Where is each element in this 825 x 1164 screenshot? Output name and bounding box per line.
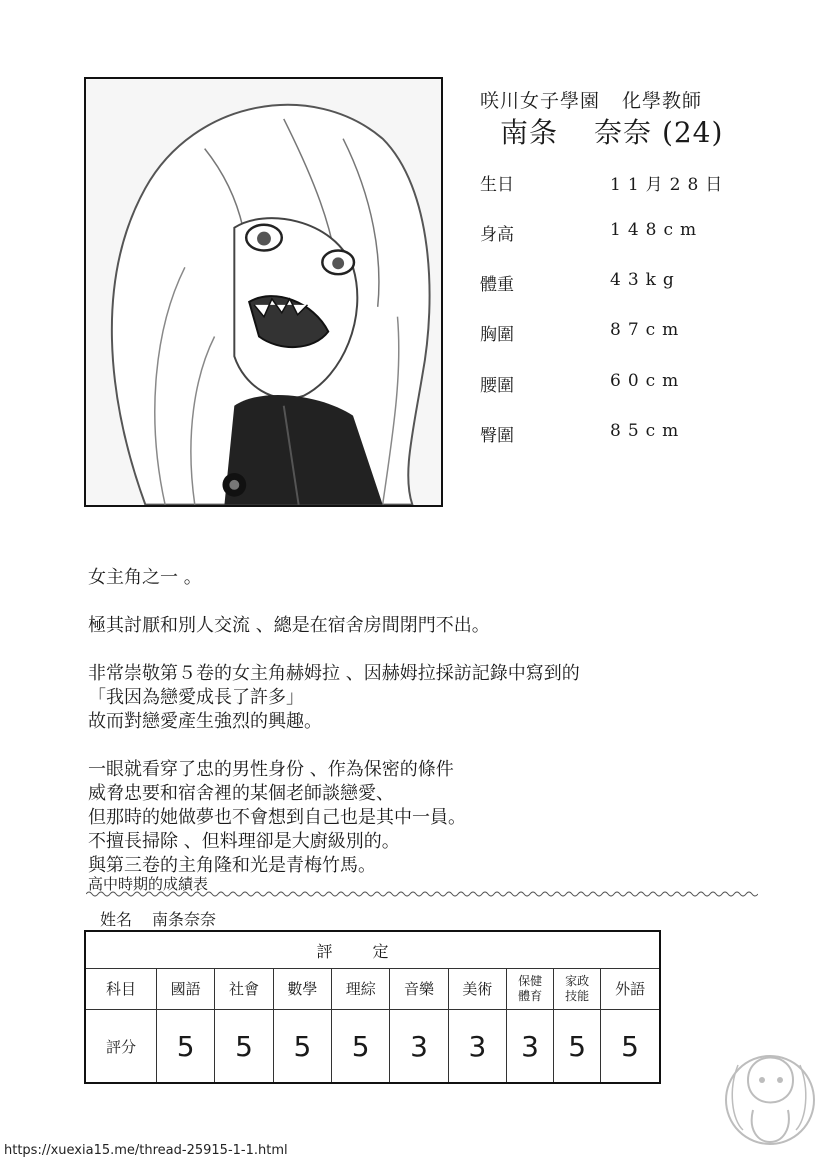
stat-birthday bbox=[480, 170, 730, 195]
subject-cell: 外語 bbox=[601, 969, 660, 1010]
stat-waist bbox=[480, 371, 686, 396]
score-label: 評分 bbox=[85, 1010, 157, 1084]
subject-cell: 數學 bbox=[273, 969, 331, 1010]
stat-value: 43kg bbox=[610, 270, 681, 290]
score-cell: 5 bbox=[215, 1010, 273, 1084]
grades-header-row bbox=[85, 931, 660, 969]
stat-label: 體重 bbox=[480, 275, 514, 295]
wavy-divider bbox=[86, 890, 758, 898]
surname: 南条 bbox=[500, 116, 559, 149]
school-and-role bbox=[480, 86, 702, 113]
score-cell: 5 bbox=[332, 1010, 390, 1084]
name-label: 姓名 bbox=[100, 910, 133, 929]
stat-bust bbox=[480, 320, 686, 345]
subject-cell: 音樂 bbox=[390, 969, 448, 1010]
grades-table bbox=[84, 930, 661, 1084]
subject-cell: 美術 bbox=[448, 969, 506, 1010]
role: 化學教師 bbox=[622, 90, 703, 112]
stat-value: 11月28日 bbox=[610, 175, 730, 195]
stat-label: 身高 bbox=[480, 225, 514, 245]
stat-value: 60cm bbox=[610, 371, 686, 391]
report-card-title: 高中時期的成績表 bbox=[88, 875, 209, 893]
stat-label: 腰圍 bbox=[480, 376, 514, 396]
age: (24) bbox=[661, 116, 724, 149]
given-name: 奈奈 bbox=[594, 116, 653, 149]
school-name: 咲川女子學園 bbox=[480, 90, 601, 112]
subject-cell: 國語 bbox=[157, 969, 215, 1010]
score-cell: 3 bbox=[390, 1010, 448, 1084]
character-name bbox=[500, 111, 723, 151]
score-cell: 3 bbox=[507, 1010, 554, 1084]
subject-cell: 保健 體育 bbox=[507, 969, 554, 1010]
student-name-row bbox=[100, 907, 216, 930]
grades-header: 評定 bbox=[85, 931, 660, 969]
description-paragraph: 女主角之一 。 bbox=[88, 567, 202, 588]
stat-value: 148cm bbox=[610, 220, 704, 240]
scores-row bbox=[85, 1010, 660, 1084]
stat-height bbox=[480, 220, 704, 245]
score-cell: 5 bbox=[273, 1010, 331, 1084]
stat-label: 生日 bbox=[480, 175, 514, 195]
score-cell: 5 bbox=[601, 1010, 660, 1084]
chibi-stamp-icon bbox=[718, 1030, 818, 1158]
stat-value: 85cm bbox=[610, 421, 686, 441]
stat-weight bbox=[480, 270, 681, 295]
source-url[interactable]: https://xuexia15.me/thread-25915-1-1.html bbox=[4, 1143, 288, 1158]
subject-cell: 社會 bbox=[215, 969, 273, 1010]
stat-label: 胸圍 bbox=[480, 325, 514, 345]
student-name: 南条奈奈 bbox=[152, 910, 217, 929]
description-paragraph: 非常崇敬第５卷的女主角赫姆拉 、因赫姆拉採訪記錄中寫到的 「我因為戀愛成長了許多」 故而對戀愛產生強烈的興趣。 bbox=[88, 663, 580, 732]
description-paragraph: 極其討厭和別人交流 、總是在宿舍房間閉門不出。 bbox=[88, 615, 490, 636]
character-description bbox=[88, 566, 748, 902]
score-cell: 5 bbox=[157, 1010, 215, 1084]
subject-label: 科目 bbox=[85, 969, 157, 1010]
subjects-row bbox=[85, 969, 660, 1010]
subject-cell: 理綜 bbox=[332, 969, 390, 1010]
stat-hips bbox=[480, 421, 686, 446]
score-cell: 5 bbox=[554, 1010, 601, 1084]
character-portrait bbox=[84, 77, 443, 507]
description-paragraph: 一眼就看穿了忠的男性身份 、作為保密的條件 威脅忠要和宿舍裡的某個老師談戀愛、 但那時的她做夢也不會想到自己也是其中一員。 不擅長掃除 、但料理卻是大廚級別的。 與第三卷的主角隆和光是青梅竹馬。 bbox=[88, 759, 466, 876]
stat-label: 臀圍 bbox=[480, 426, 514, 446]
score-cell: 3 bbox=[448, 1010, 506, 1084]
stat-value: 87cm bbox=[610, 320, 686, 340]
subject-cell: 家政 技能 bbox=[554, 969, 601, 1010]
